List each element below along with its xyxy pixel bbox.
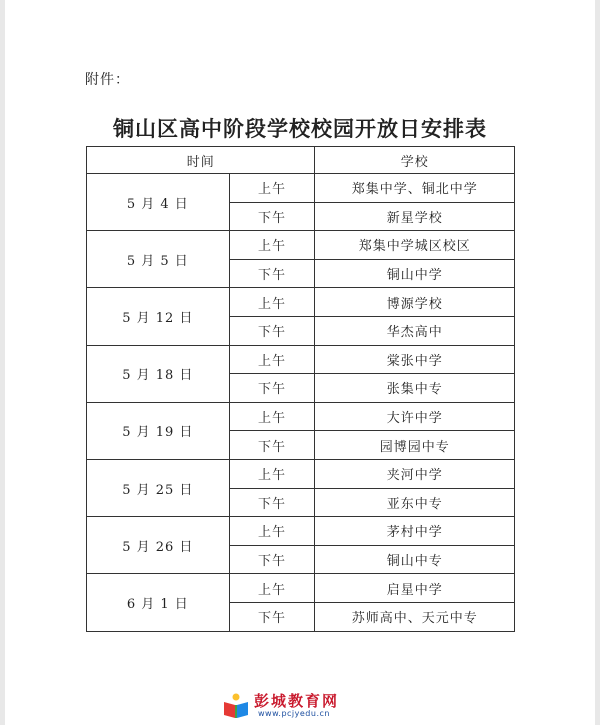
table-row [87,402,515,431]
table-row [87,288,515,317]
period-cell-am: 上午 [229,288,315,317]
school-cell: 铜山中学 [315,259,515,288]
school-cell: 博源学校 [315,288,515,317]
school-cell: 华杰高中 [315,316,515,345]
period-cell-am: 上午 [229,174,315,203]
date-cell: 5 月 18 日 [87,345,230,402]
page-edge-right [595,0,600,725]
table-row [87,574,515,603]
table-row [87,517,515,546]
schedule-table [86,146,515,632]
document-title: 铜山区高中阶段学校校园开放日安排表 [113,116,487,141]
period-cell-am: 上午 [229,574,315,603]
period-cell-am: 上午 [229,459,315,488]
table-row [87,174,515,203]
school-cell: 亚东中专 [315,488,515,517]
period-cell-pm: 下午 [229,488,315,517]
period-cell-pm: 下午 [229,545,315,574]
school-cell: 郑集中学、铜北中学 [315,174,515,203]
period-cell-am: 上午 [229,517,315,546]
date-cell: 5 月 25 日 [87,459,230,516]
school-cell: 茅村中学 [315,517,515,546]
watermark-name: 彭城教育网 [254,692,340,710]
school-cell: 铜山中专 [315,545,515,574]
period-cell-pm: 下午 [229,202,315,231]
table-row [87,231,515,260]
school-cell: 棠张中学 [315,345,515,374]
header-school: 学校 [315,147,515,174]
table-row [87,459,515,488]
schedule-body [87,174,515,632]
school-cell: 苏师高中、天元中专 [315,602,515,631]
book-icon [222,692,250,720]
header-time: 时间 [87,147,315,174]
school-cell: 新星学校 [315,202,515,231]
school-cell: 大许中学 [315,402,515,431]
period-cell-pm: 下午 [229,602,315,631]
period-cell-pm: 下午 [229,259,315,288]
school-cell: 张集中专 [315,374,515,403]
period-cell-am: 上午 [229,231,315,260]
watermark-logo [222,690,382,722]
period-cell-pm: 下午 [229,316,315,345]
period-cell-am: 上午 [229,402,315,431]
table-row [87,345,515,374]
period-cell-am: 上午 [229,345,315,374]
school-cell: 夹河中学 [315,459,515,488]
period-cell-pm: 下午 [229,431,315,460]
date-cell: 6 月 1 日 [87,574,230,631]
date-cell: 5 月 12 日 [87,288,230,345]
date-cell: 5 月 19 日 [87,402,230,459]
school-cell: 园博园中专 [315,431,515,460]
school-cell: 郑集中学城区校区 [315,231,515,260]
page-edge-left [0,0,5,725]
date-cell: 5 月 4 日 [87,174,230,231]
table-header-row [87,147,515,174]
attachment-label: 附件： [85,72,130,88]
date-cell: 5 月 5 日 [87,231,230,288]
school-cell: 启星中学 [315,574,515,603]
period-cell-pm: 下午 [229,374,315,403]
date-cell: 5 月 26 日 [87,517,230,574]
watermark-url: www.pcjyedu.cn [258,709,330,718]
